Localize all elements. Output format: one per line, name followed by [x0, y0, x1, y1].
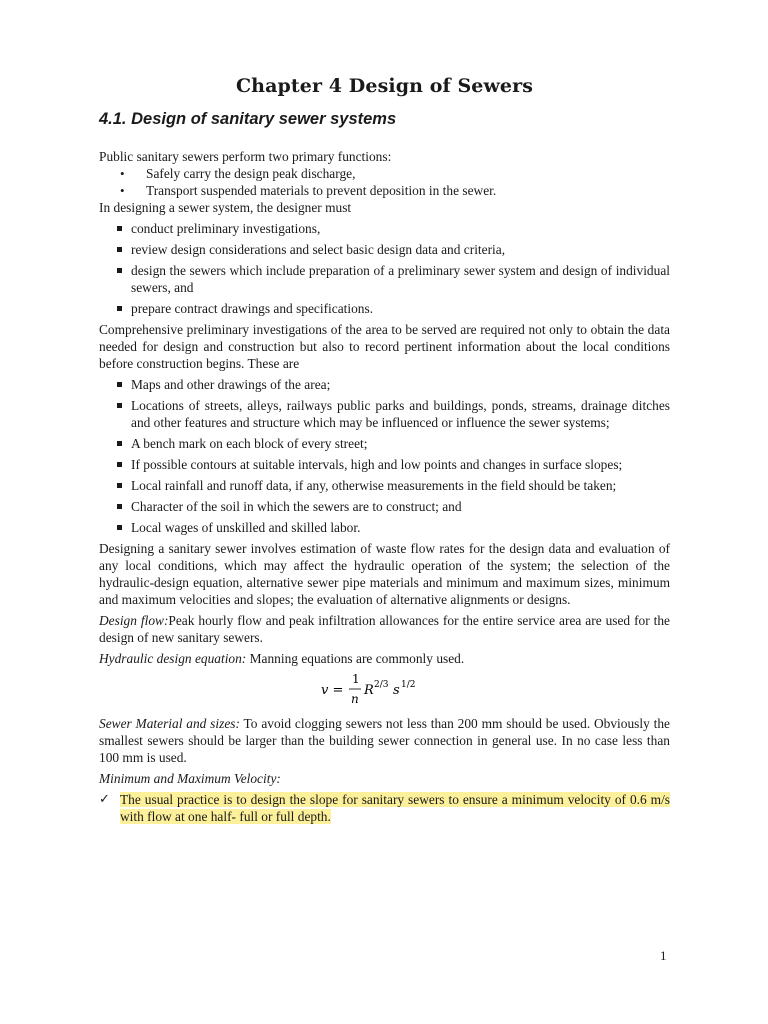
velocity-list — [99, 791, 670, 825]
list-item: conduct preliminary investigations, — [99, 220, 670, 237]
hydraulic-label: Hydraulic design equation: — [99, 651, 247, 666]
equation-r-exponent: 2/3 — [373, 680, 388, 690]
intro-paragraph: Public sanitary sewers perform two primary functions: — [99, 149, 392, 164]
design-flow-paragraph — [99, 612, 670, 646]
highlighted-text: The usual practice is to design the slope for sanitary sewers to ensure a minimum velocity of 0.6 m/s with flow at one half- full or full depth. — [120, 792, 670, 824]
list-item: prepare contract drawings and specifications. — [99, 300, 670, 317]
section-heading: 4.1. Design of sanitary sewer systems — [99, 110, 397, 128]
page-number: 1 — [660, 948, 667, 963]
list-item: Local wages of unskilled and skilled labor. — [99, 519, 670, 536]
design-flow-label: Design flow: — [99, 613, 169, 628]
list-item: If possible contours at suitable intervals, high and low points and changes in surface slopes; — [99, 456, 670, 473]
hydraulic-text: Manning equations are commonly used. — [246, 651, 465, 666]
equation-s-exponent: 1/2 — [400, 680, 415, 690]
designing-paragraph: Designing a sanitary sewer involves estimation of waste flow rates for the design data and evaluation of any local conditions, which may affect the hydraulic operation of the system; the selection of the hydraulic-design equation, alternative sewer pipe materials and minimum and maximum sizes, minimum and maximum velocities and slopes; the evaluation of alternative alignments or designs. — [99, 541, 670, 607]
designer-intro: In designing a sewer system, the designer must — [99, 200, 352, 215]
hydraulic-paragraph — [99, 650, 670, 667]
list-item: Maps and other drawings of the area; — [99, 376, 670, 393]
list-item — [99, 791, 670, 825]
functions-list — [99, 165, 670, 199]
equation-graphic — [315, 671, 455, 709]
equation-lhs: v = — [320, 683, 343, 698]
manning-equation — [99, 671, 670, 709]
document-page — [99, 72, 670, 825]
investigation-items-list — [99, 376, 670, 536]
list-item: design the sewers which include preparation of a preliminary sewer system and design of individual sewers, and — [99, 262, 670, 296]
equation-numerator: 1 — [351, 672, 360, 686]
list-item: Character of the soil in which the sewers are to construct; and — [99, 498, 670, 515]
designer-steps-list — [99, 220, 670, 317]
sewer-material-label: Sewer Material and sizes: — [99, 716, 240, 731]
list-item: review design considerations and select basic design data and criteria, — [99, 241, 670, 258]
equation-r: R — [363, 683, 374, 698]
sewer-material-text: To avoid clogging sewers not less than 200 mm should be used. Obviously the smallest sewers should be larger than the building sewer connection in general use. In no case less than 100 mm is used. — [99, 716, 670, 765]
design-flow-text: Peak hourly flow and peak infiltration allowances for the entire service area are used for the design of new sanitary sewers. — [99, 613, 670, 645]
investigations-paragraph: Comprehensive preliminary investigations of the area to be served are required not only to obtain the data needed for design and construction but also to record pertinent information about the local conditions before construction begins. These are — [99, 322, 670, 371]
equation-s: s — [392, 683, 400, 698]
list-item: Local rainfall and runoff data, if any, otherwise measurements in the field should be taken; — [99, 477, 670, 494]
list-item: • Safely carry the design peak discharge, — [99, 165, 670, 182]
velocity-heading — [99, 770, 670, 787]
equation-denominator: n — [350, 692, 359, 706]
sewer-material-paragraph — [99, 715, 670, 766]
chapter-title: Chapter 4 Design of Sewers — [235, 75, 534, 97]
checkmark-icon: ✓ — [99, 792, 110, 807]
list-item: A bench mark on each block of every street; — [99, 435, 670, 452]
list-item: Locations of streets, alleys, railways public parks and buildings, ponds, streams, drainage ditches and other features and structure which may be influenced or influence the sewer systems; — [99, 397, 670, 431]
list-item: • Transport suspended materials to prevent deposition in the sewer. — [99, 182, 670, 199]
velocity-heading-label: Minimum and Maximum Velocity: — [99, 771, 281, 786]
